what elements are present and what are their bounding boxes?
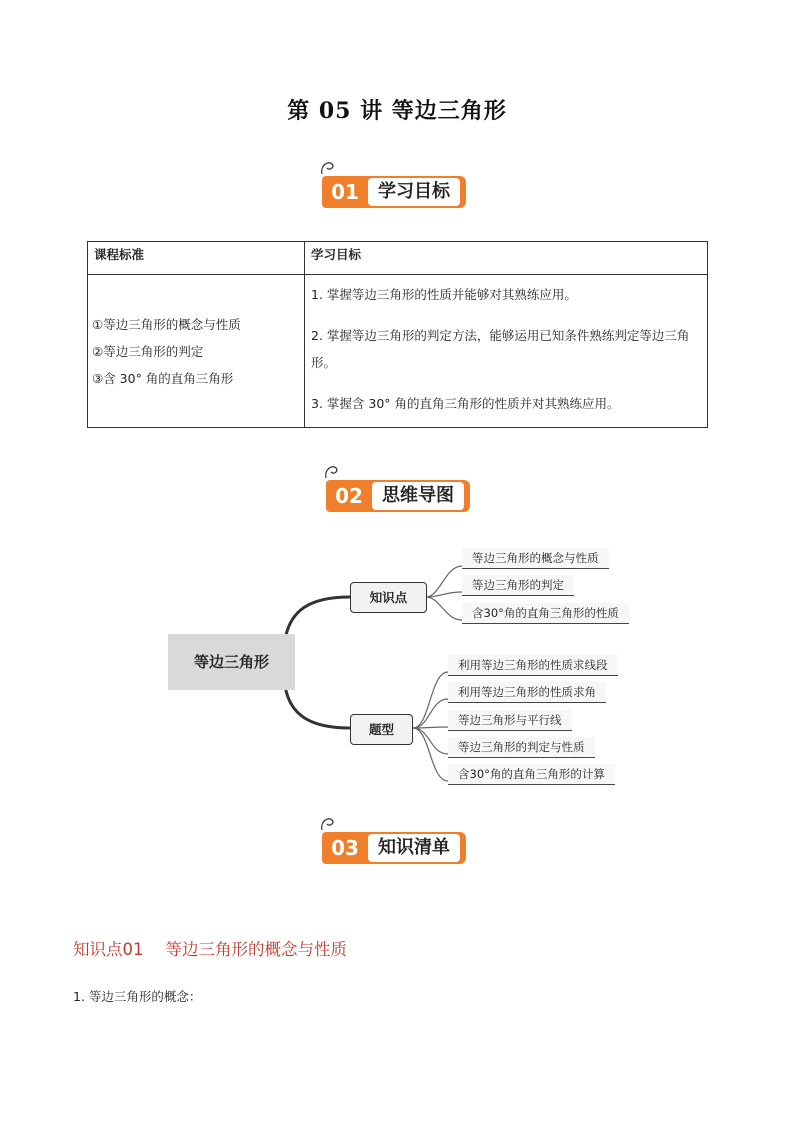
mindmap-leaf: 利用等边三角形的性质求角 (448, 682, 606, 703)
mindmap-leaf: 含30°角的直角三角形的计算 (448, 764, 615, 785)
swirl-icon (318, 158, 338, 178)
knowledge-point-heading (73, 936, 347, 960)
table-header-goal: 学习目标 (305, 242, 708, 275)
section-badge-knowledge (322, 826, 472, 866)
page-title: 第 05 讲 等边三角形 (287, 98, 507, 124)
standard-item: ①等边三角形的概念与性质 (92, 316, 241, 332)
goals-cell (305, 275, 708, 428)
knowledge-point-number: 知识点01 (73, 940, 144, 959)
section-number: 03 (322, 832, 368, 864)
swirl-icon (318, 814, 338, 834)
standard-item: ②等边三角形的判定 (92, 343, 204, 359)
section-label: 思维导图 (372, 482, 464, 510)
section-label: 知识清单 (368, 834, 460, 862)
goal-item: 1. 掌握等边三角形的性质并能够对其熟练应用。 (311, 287, 577, 302)
standard-item: ③含 30° 角的直角三角形 (92, 370, 234, 386)
swirl-icon (322, 462, 342, 482)
section-number: 02 (326, 480, 372, 512)
mindmap-leaf: 等边三角形的判定 (462, 575, 574, 596)
knowledge-point-title: 等边三角形的概念与性质 (165, 940, 347, 959)
goal-item: 2. 掌握等边三角形的判定方法，能够运用已知条件熟练判定等边三角形。 (311, 328, 690, 370)
mindmap-branch-problems: 题型 (350, 714, 413, 745)
mindmap-leaf: 等边三角形的判定与性质 (448, 737, 595, 758)
mindmap-leaf: 含30°角的直角三角形的性质 (462, 603, 629, 624)
section-number: 01 (322, 176, 368, 208)
goal-item: 3. 掌握含 30° 角的直角三角形的性质并对其熟练应用。 (311, 396, 620, 411)
section-badge-objectives (322, 170, 472, 210)
mindmap-leaf: 等边三角形的概念与性质 (462, 548, 609, 569)
knowledge-item: 1. 等边三角形的概念： (73, 989, 202, 1004)
section-badge-mindmap (326, 474, 476, 514)
mindmap-center: 等边三角形 (168, 634, 295, 690)
section-label: 学习目标 (368, 178, 460, 206)
mindmap-branch-knowledge: 知识点 (350, 582, 427, 613)
mindmap-leaf: 利用等边三角形的性质求线段 (448, 655, 618, 676)
mindmap-leaf: 等边三角形与平行线 (448, 710, 572, 731)
table-header-standard: 课程标准 (88, 242, 305, 275)
standards-table (87, 241, 708, 428)
standards-cell (88, 275, 305, 428)
